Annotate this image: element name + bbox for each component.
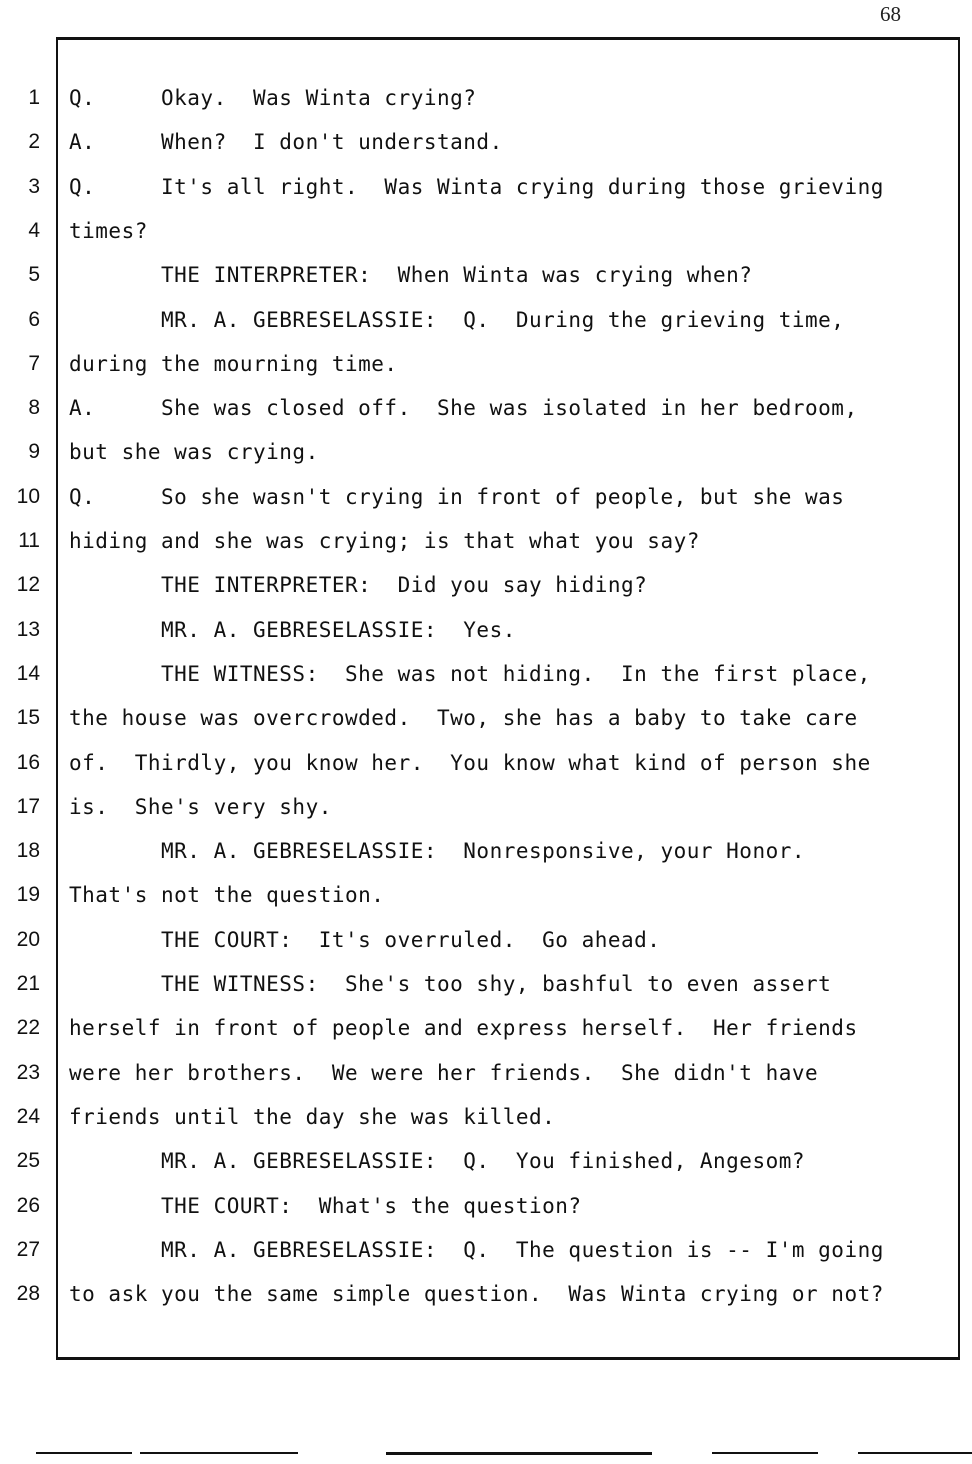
transcript-line <box>0 1061 972 1105</box>
line-text: MR. A. GEBRESELASSIE: Q. The question is -- I'm going <box>69 1237 884 1262</box>
transcript-line <box>0 308 972 352</box>
line-text: Q. So she wasn't crying in front of people, but she was <box>69 484 845 509</box>
transcript-line <box>0 839 972 883</box>
line-number: 24 <box>16 1104 40 1128</box>
line-text: THE COURT: What's the question? <box>69 1193 582 1218</box>
footer-rule <box>712 1452 818 1454</box>
line-number: 10 <box>16 484 40 508</box>
transcript-line <box>0 883 972 927</box>
line-text: THE INTERPRETER: When Winta was crying when? <box>69 263 753 288</box>
line-number: 25 <box>16 1149 40 1173</box>
line-number: 5 <box>28 263 40 287</box>
line-text: THE COURT: It's overruled. Go ahead. <box>69 927 661 952</box>
transcript-line <box>0 485 972 529</box>
line-number: 11 <box>18 529 40 552</box>
transcript-line <box>0 1238 972 1282</box>
footer-rule <box>386 1452 652 1455</box>
transcript-line <box>0 86 972 130</box>
line-number: 15 <box>16 706 40 730</box>
line-number: 22 <box>16 1016 40 1040</box>
line-text: THE INTERPRETER: Did you say hiding? <box>69 573 648 598</box>
transcript-line <box>0 618 972 662</box>
transcript-line <box>0 1149 972 1193</box>
line-number: 26 <box>16 1193 40 1217</box>
line-text: MR. A. GEBRESELASSIE: Q. You finished, Angesom? <box>69 1149 806 1174</box>
line-text: to ask you the same simple question. Was Winta crying or not? <box>69 1282 884 1307</box>
transcript-line <box>0 175 972 219</box>
transcript-line <box>0 396 972 440</box>
line-text: times? <box>69 218 148 243</box>
line-number: 18 <box>16 839 40 863</box>
line-number: 9 <box>28 440 40 464</box>
line-number: 21 <box>16 972 40 995</box>
line-text: Q. Okay. Was Winta crying? <box>69 86 477 110</box>
line-number: 23 <box>16 1060 40 1084</box>
line-number: 20 <box>16 927 40 951</box>
line-text: MR. A. GEBRESELASSIE: Nonresponsive, your Honor. <box>69 839 806 864</box>
line-number: 8 <box>28 396 40 420</box>
transcript-line <box>0 130 972 174</box>
transcript-line <box>0 573 972 617</box>
line-number: 4 <box>28 218 40 242</box>
transcript-line <box>0 928 972 972</box>
footer-rule <box>36 1452 132 1454</box>
line-number: 19 <box>16 883 40 907</box>
line-text: the house was overcrowded. Two, she has a baby to take care <box>69 706 858 731</box>
line-number: 3 <box>28 174 40 198</box>
transcript-line <box>0 1194 972 1238</box>
line-text: MR. A. GEBRESELASSIE: Q. During the grieving time, <box>69 307 845 332</box>
transcript-line <box>0 1016 972 1060</box>
transcript-line <box>0 263 972 307</box>
line-number: 2 <box>28 130 40 154</box>
line-text: friends until the day she was killed. <box>69 1104 556 1129</box>
line-text: during the mourning time. <box>69 351 398 376</box>
line-number: 12 <box>16 573 40 597</box>
line-number: 1 <box>28 86 40 109</box>
line-text: THE WITNESS: She's too shy, bashful to even assert <box>69 972 832 996</box>
line-number: 6 <box>28 307 40 331</box>
transcript-line <box>0 352 972 396</box>
transcript-line <box>0 706 972 750</box>
line-number: 13 <box>16 617 40 641</box>
line-text: A. When? I don't understand. <box>69 130 503 155</box>
line-text: That's not the question. <box>69 883 385 908</box>
line-number: 27 <box>16 1237 40 1261</box>
footer-rule <box>858 1452 972 1454</box>
line-text: of. Thirdly, you know her. You know what kind of person she <box>69 750 871 775</box>
transcript-line <box>0 219 972 263</box>
line-text: THE WITNESS: She was not hiding. In the first place, <box>69 661 871 686</box>
footer-rule <box>140 1452 298 1454</box>
line-text: MR. A. GEBRESELASSIE: Yes. <box>69 617 516 642</box>
line-text: A. She was closed off. She was isolated in her bedroom, <box>69 396 858 421</box>
transcript-line <box>0 662 972 706</box>
line-number: 14 <box>16 661 40 685</box>
line-text: were her brothers. We were her friends. She didn't have <box>69 1060 819 1085</box>
transcript-line <box>0 1282 972 1326</box>
line-text: is. She's very shy. <box>69 794 332 819</box>
line-number: 28 <box>16 1282 40 1306</box>
line-text: but she was crying. <box>69 440 319 465</box>
line-number: 16 <box>16 750 40 774</box>
page-number: 68 <box>880 2 901 26</box>
line-number: 7 <box>28 351 40 375</box>
line-text: herself in front of people and express herself. Her friends <box>69 1016 858 1041</box>
transcript-line <box>0 751 972 795</box>
transcript-line <box>0 529 972 573</box>
line-number: 17 <box>16 794 40 818</box>
transcript-line <box>0 1105 972 1149</box>
transcript-line <box>0 795 972 839</box>
line-text: hiding and she was crying; is that what you say? <box>69 529 700 553</box>
transcript-line <box>0 440 972 484</box>
line-text: Q. It's all right. Was Winta crying during those grieving <box>69 174 884 199</box>
transcript-line <box>0 972 972 1016</box>
